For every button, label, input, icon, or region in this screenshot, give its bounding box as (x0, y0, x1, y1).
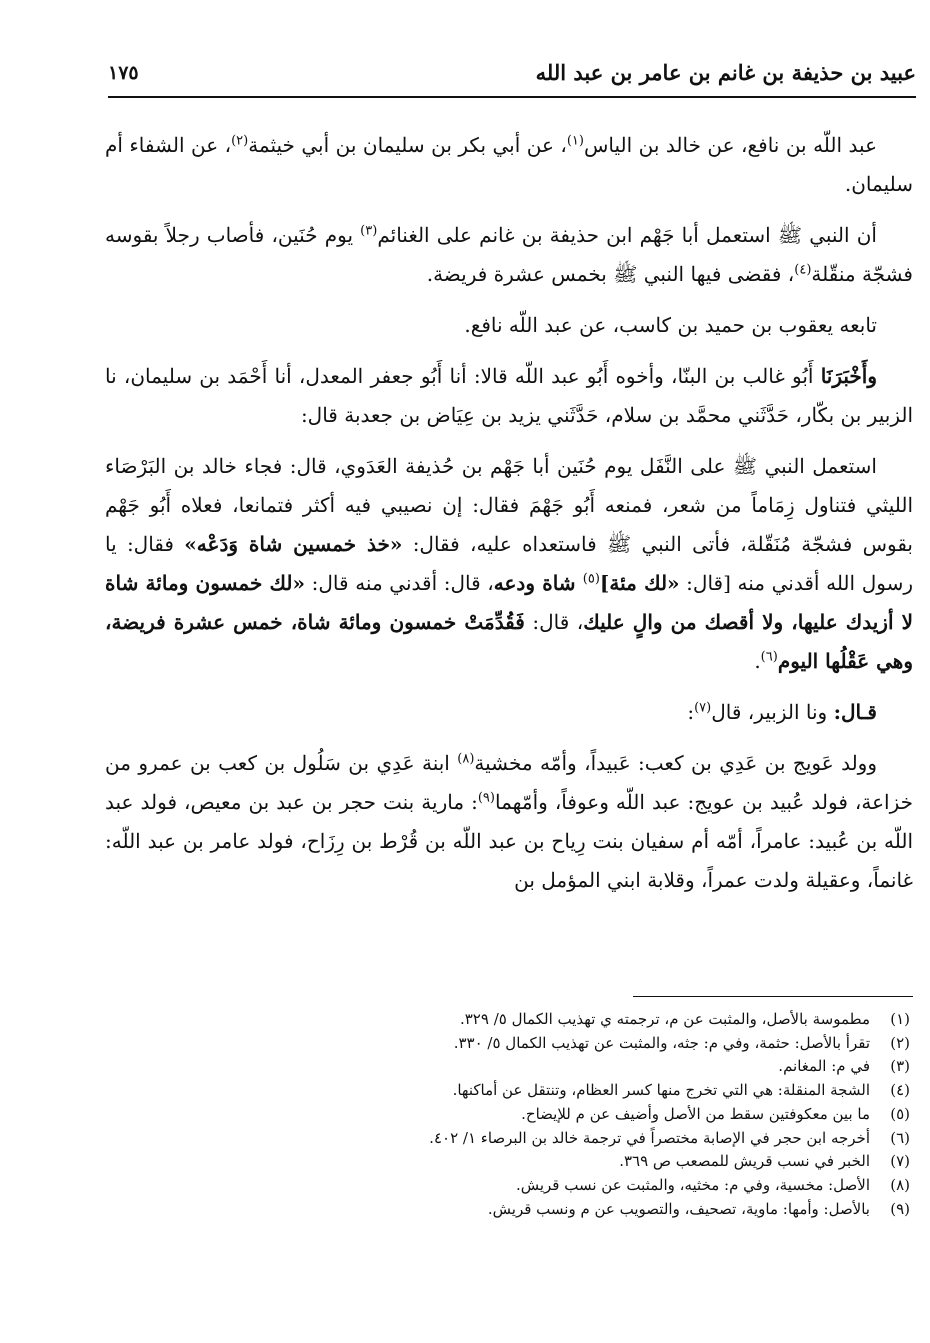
text-run: فقال: يا رسول الله أقدني منه [قال: (105, 532, 913, 595)
footnote-separator (633, 996, 913, 997)
footnote-text: الشجة المنقلة: هي التي تخرج منها كسر العظام، وتنتقل عن أماكنها. (452, 1081, 870, 1100)
paragraph (105, 126, 913, 204)
bold-text: شاة ودعه (493, 571, 583, 595)
text-run: تابعه يعقوب بن حميد بن كاسب، عن عبد اللّه نافع. (464, 313, 877, 337)
footnote-item (110, 1079, 910, 1103)
footnote-number: (٣) (890, 1057, 910, 1076)
footnote-ref: (٥) (582, 571, 600, 587)
footnote-number: (٤) (890, 1081, 910, 1100)
footnote-number: (٦) (890, 1128, 910, 1147)
text-run: أن النبي ﷺ استعمل أبا جَهْم ابن حذيفة بن غانم على الغنائم (377, 223, 877, 247)
bold-text: قـال: (833, 700, 877, 724)
running-title: عبيد بن حذيفة بن غانم بن عامر بن عبد الله (535, 60, 916, 85)
footnote-ref: (٧) (694, 700, 712, 716)
text-run: : (687, 700, 695, 724)
footnote-item (110, 1150, 910, 1174)
text-run: وولد عَويج بن عَدِي بن كعب: عَبيداً، وأمّه مخشية (474, 751, 877, 775)
paragraph (105, 693, 913, 732)
paragraph (105, 357, 913, 435)
text-run: ونا الزبير، قال (711, 700, 834, 724)
footnote-text: في م: المغانم. (778, 1057, 870, 1076)
text-run: : مارية بنت حجر بن عبد بن معيص، فولد عبد اللّه بن عُبيد: عامراً، أمّه أم سفيان بنت رِياح بن عبد اللّه بن قُرْط بن رِزَاح، فولد عامر بن عبد اللّه: غانماً، وعقيلة ولدت عمراً، وقلابة ابني المؤمل بن (105, 790, 913, 892)
text-run: عبد اللّه بن نافع، عن خالد بن الياس (583, 133, 878, 157)
footnotes-list (110, 1008, 910, 1221)
footnote-number: (١) (890, 1010, 910, 1028)
footnote-item (110, 1008, 910, 1032)
text-run: ، فقضى فيها النبي ﷺ بخمس عشرة فريضة. (426, 262, 795, 286)
footnote-item (110, 1103, 910, 1127)
text-run: استعمل النبي ﷺ على النَّفَل يوم حُنَين أبا جَهْم بن حُذيفة العَدَوي، قال: فجاء خالد بن البَرْصَاء الليثي فتناول زِمَاماً من شعر، فمنعه أَبُو جَهْمَ فقال: إن نصيبي فيه أكثر فتمانعا، فعلاه أَبُو جَهْم بقوس فشجّة مُنَقّلة، فأتى النبي ﷺ فاستعداه عليه، فقال: (105, 454, 913, 556)
footnote-item (110, 1198, 910, 1222)
footnote-number: (٧) (890, 1152, 910, 1171)
footnote-text: تقرأ بالأصل: حثمة، وفي م: جثه، والمثبت عن تهذيب الكمال ٥/ ٣٣٠. (453, 1033, 870, 1052)
paragraph (105, 216, 913, 294)
footnote-ref: (٩) (477, 790, 495, 806)
footnote-text: مطموسة بالأصل، والمثبت عن م، ترجمته ي تهذيب الكمال ٥/ ٣٢٩. (459, 1010, 870, 1028)
footnote-ref: (٤) (794, 262, 812, 278)
footnote-number: (٥) (890, 1104, 910, 1123)
main-text (105, 126, 913, 912)
footnote-ref: (١) (566, 133, 584, 149)
bold-text: فَقُدِّمَتْ خمسون ومائة شاة، خمس عشرة فريضة، وهي عَقْلُها اليوم (105, 610, 913, 673)
text-run: ، قال: أقدني منه قال: (305, 571, 494, 595)
text-run: ابنة عَدِي بن سَلُول بن كعب بن عمرو من خزاعة، فولد عُبيد بن عويج: عبد اللّه وعوفاً، وأمّهما (105, 751, 913, 814)
text-run: . (754, 649, 761, 673)
footnote-ref: (٦) (760, 649, 778, 665)
footnote-item (110, 1127, 910, 1151)
text-run: ، عن الشفاء أم سليمان. (105, 133, 913, 196)
paragraph (105, 447, 913, 681)
bold-text: «لك مئة] (599, 571, 680, 595)
footnote-number: (٩) (890, 1199, 910, 1218)
footnote-item (110, 1055, 910, 1079)
footnote-ref: (٣) (360, 223, 378, 239)
running-header (108, 58, 916, 98)
footnote-text: الخبر في نسب قريش للمصعب ص ٣٦٩. (619, 1152, 870, 1171)
bold-text: وأَخْبَرَنَا (820, 364, 877, 388)
paragraph (105, 306, 913, 345)
paragraph (105, 744, 913, 900)
footnote-ref: (٨) (457, 751, 475, 767)
footnote-item (110, 1174, 910, 1198)
text-run: ، قال: (524, 610, 584, 634)
page-number: ١٧٥ (108, 62, 139, 84)
header-rule (108, 96, 916, 98)
bold-text: «خذ خمسين شاة وَدَعْه» (184, 532, 403, 556)
text-run: أَبُو غالب بن البنّا، وأخوه أَبُو عبد اللّه قالا: أنا أَبُو جعفر المعدل، أنا أَحْمَد بن سليمان، نا الزبير بن بكّار، حَدَّثَني محمَّد بن سلام، حَدَّثَني يزيد بن عِيَاض بن جعدبة قال: (105, 364, 913, 427)
text-run: يوم حُنَين، فأصاب رجلاً بقوسه فشجّة منقّلة (105, 223, 913, 286)
footnote-number: (٢) (890, 1033, 910, 1052)
footnote-text: أخرجه ابن حجر في الإصابة مختصراً في ترجمة خالد بن البرصاء ١/ ٤٠٢. (429, 1128, 870, 1147)
footnote-text: ما بين معكوفتين سقط من الأصل وأضيف عن م للإيضاح. (521, 1104, 870, 1123)
footnote-number: (٨) (890, 1175, 910, 1194)
footnote-ref: (٢) (231, 133, 249, 149)
footnote-text: الأصل: مخسية، وفي م: مخثيه، والمثبت عن نسب قريش. (515, 1175, 870, 1194)
bold-text: «لك خمسون ومائة شاة لا أزيدك عليها، ولا أقصك من والٍ عليك (105, 571, 914, 634)
footnote-text: بالأصل: وأمها: ماوية، تصحيف، والتصويب عن م ونسب قريش. (487, 1199, 870, 1218)
footnote-item (110, 1032, 910, 1056)
text-run: ، عن أبي بكر بن سليمان بن أبي خيثمة (248, 133, 567, 157)
